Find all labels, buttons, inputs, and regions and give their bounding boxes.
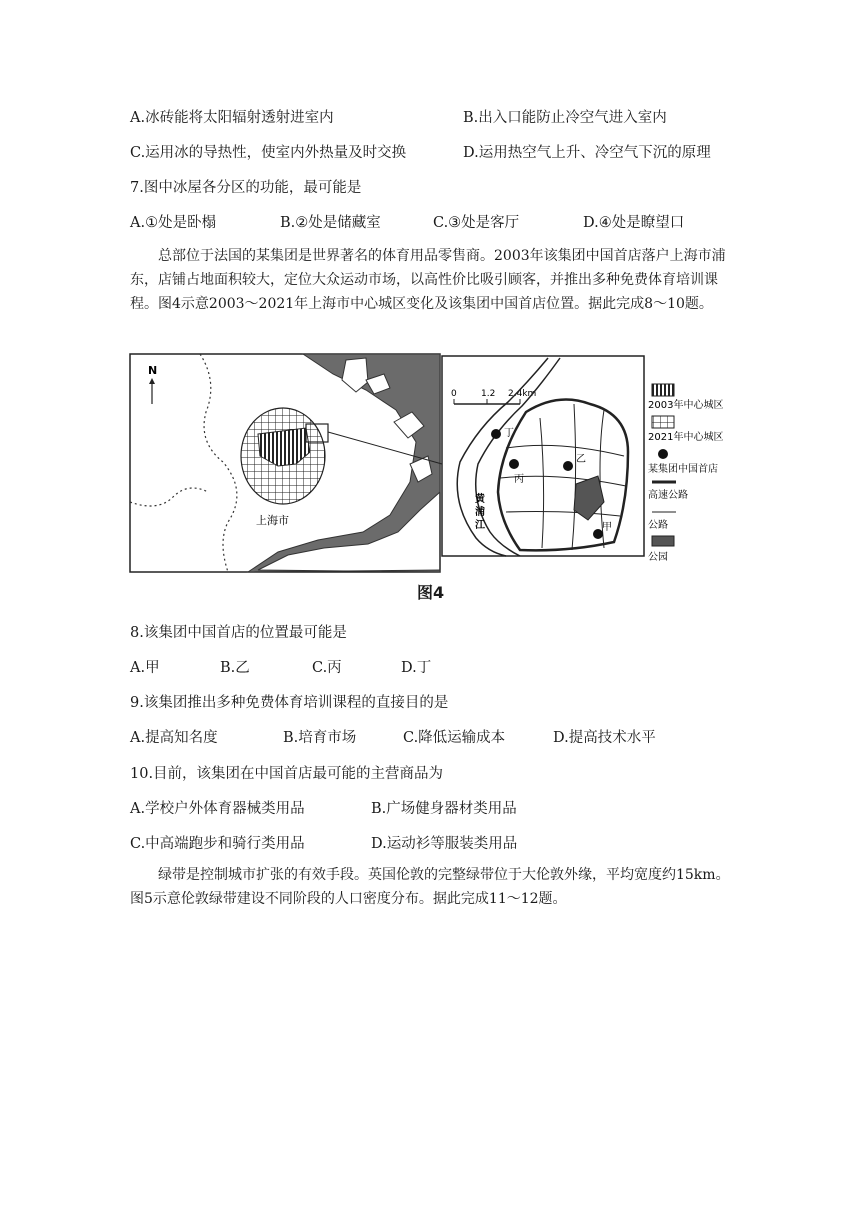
q8-option-a: A.甲 bbox=[130, 660, 160, 676]
point-label-yi: 乙 bbox=[576, 454, 586, 465]
q6-option-b: B.出入口能防止冷空气进入室内 bbox=[463, 110, 667, 126]
q7-option-d: D.④处是瞭望口 bbox=[583, 215, 685, 231]
passage-11-12: 绿带是控制城市扩张的有效手段。英国伦敦的完整绿带位于大伦敦外缘，平均宽度约15km。图5示意伦敦绿带建设不同阶段的人口密度分布。据此完成11～12题。 bbox=[130, 867, 730, 907]
point-label-jia: 甲 bbox=[602, 522, 612, 533]
river-label-3: 江 bbox=[475, 520, 485, 531]
scale-label-0: 0 bbox=[451, 389, 457, 399]
q6-option-d: D.运用热空气上升、冷空气下沉的原理 bbox=[463, 145, 711, 161]
q9-option-c: C.降低运输成本 bbox=[403, 730, 506, 746]
river-label-1: 黄 bbox=[475, 494, 485, 505]
legend-2003: 2003年中心城区 bbox=[648, 400, 724, 411]
q10-stem: 10.目前，该集团在中国首店最可能的主营商品为 bbox=[130, 766, 444, 782]
point-ding bbox=[491, 429, 501, 439]
legend-road: 公路 bbox=[648, 520, 668, 531]
scale-label-1: 1.2 bbox=[481, 389, 496, 399]
q7-option-c: C.③处是客厅 bbox=[433, 215, 520, 231]
river-label-2: 浦 bbox=[475, 507, 485, 518]
legend-swatch-2021 bbox=[652, 416, 674, 428]
q8-option-d: D.丁 bbox=[401, 660, 432, 676]
q8-option-c: C.丙 bbox=[312, 660, 342, 676]
legend-swatch-2003 bbox=[652, 384, 674, 396]
q9-option-a: A.提高知名度 bbox=[130, 730, 218, 746]
q8-stem: 8.该集团中国首店的位置最可能是 bbox=[130, 625, 347, 641]
north-label: N bbox=[148, 364, 158, 377]
city-label: 上海市 bbox=[256, 514, 289, 527]
legend-store: 某集团中国首店 bbox=[648, 464, 718, 475]
q7-stem: 7.图中冰屋各分区的功能，最可能是 bbox=[130, 180, 362, 196]
legend-expressway: 高速公路 bbox=[648, 490, 688, 501]
point-label-ding: 丁 bbox=[504, 428, 514, 439]
legend-2021: 2021年中心城区 bbox=[648, 432, 724, 443]
q10-option-d: D.运动衫等服装类用品 bbox=[371, 836, 518, 852]
q10-option-b: B.广场健身器材类用品 bbox=[371, 801, 517, 817]
legend-park: 公园 bbox=[648, 552, 668, 563]
passage-8-10: 总部位于法国的某集团是世界著名的体育用品零售商。2003年该集团中国首店落户上海市浦东，店铺占地面积较大，定位大众运动市场，以高性价比吸引顾客，并推出多种免费体育培训课程。图4示意2003～2021年上海市中心城区变化及该集团中国首店位置。据此完成8～10题。 bbox=[130, 248, 726, 312]
q8-option-b: B.乙 bbox=[220, 660, 250, 676]
point-label-bing: 丙 bbox=[514, 474, 524, 485]
figure-4-map bbox=[128, 352, 728, 578]
q10-option-a: A.学校户外体育器械类用品 bbox=[130, 801, 305, 817]
q6-option-a: A.冰砖能将太阳辐射透射进室内 bbox=[130, 110, 334, 126]
q7-option-a: A.①处是卧榻 bbox=[130, 215, 217, 231]
q9-option-b: B.培育市场 bbox=[283, 730, 357, 746]
q9-option-d: D.提高技术水平 bbox=[553, 730, 656, 746]
legend-swatch-store bbox=[658, 449, 668, 459]
point-yi bbox=[563, 461, 573, 471]
point-bing bbox=[509, 459, 519, 469]
q6-option-c: C.运用冰的导热性，使室内外热量及时交换 bbox=[130, 145, 407, 161]
legend-swatch-park bbox=[652, 536, 674, 546]
figure-4-caption: 图4 bbox=[417, 583, 445, 602]
q10-option-c: C.中高端跑步和骑行类用品 bbox=[130, 836, 305, 852]
q7-option-b: B.②处是储藏室 bbox=[280, 215, 381, 231]
q9-stem: 9.该集团推出多种免费体育培训课程的直接目的是 bbox=[130, 695, 449, 711]
scale-label-2: 2.4km bbox=[508, 389, 537, 399]
